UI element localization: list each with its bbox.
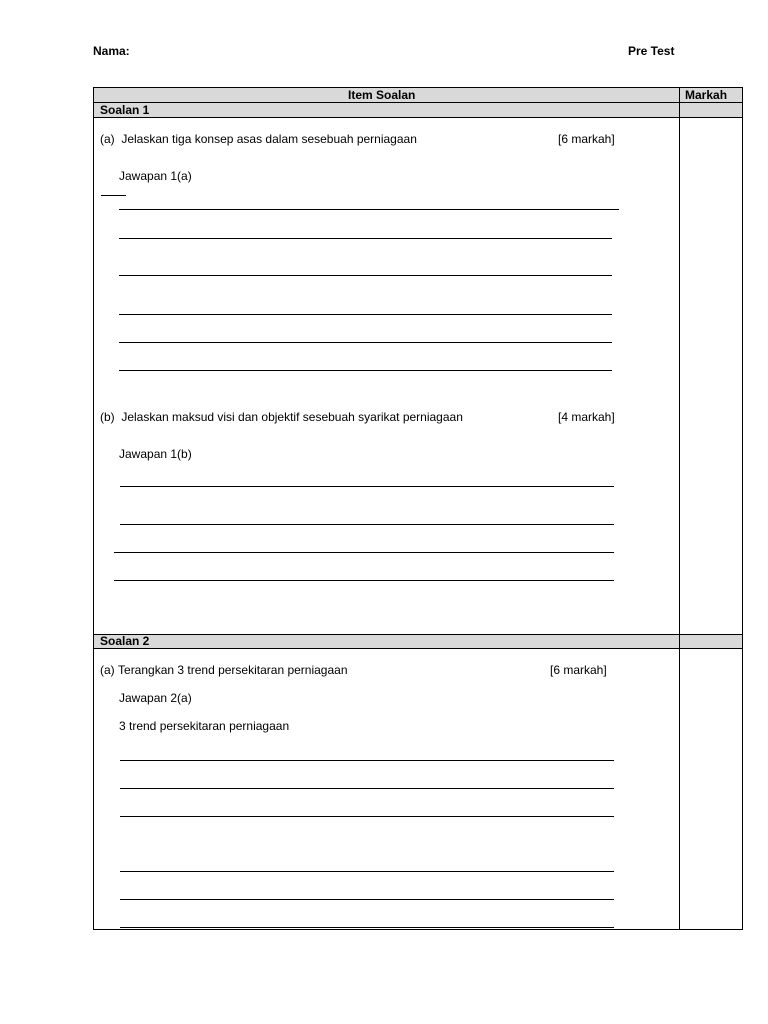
col-item-header: Item Soalan xyxy=(348,88,416,102)
answer-line xyxy=(114,580,614,581)
soalan1b-answer-label: Jawapan 1(b) xyxy=(119,447,192,461)
soalan2a-question xyxy=(100,663,348,677)
soalan2a-answer-label: Jawapan 2(a) xyxy=(119,691,192,705)
answer-line xyxy=(120,524,614,525)
answer-line xyxy=(120,486,614,487)
answer-line xyxy=(114,552,614,553)
soalan2a-text: Terangkan 3 trend persekitaran perniagaan xyxy=(118,663,348,677)
soalan1a-label: (a) xyxy=(100,132,115,146)
answer-line xyxy=(119,370,612,371)
table-header-bg xyxy=(94,88,742,102)
soalan2a-label: (a) xyxy=(100,663,115,677)
soalan1-title-bg xyxy=(94,103,742,117)
soalan1b-mark: [4 markah] xyxy=(558,410,615,424)
answer-line xyxy=(120,899,614,900)
soalan1a-mark: [6 markah] xyxy=(558,132,615,146)
test-type-label: Pre Test xyxy=(628,44,675,58)
answer-line xyxy=(120,760,614,761)
answer-line xyxy=(120,816,614,817)
answer-line xyxy=(101,195,126,196)
answer-line xyxy=(120,788,614,789)
answer-line xyxy=(119,342,612,343)
nama-label: Nama: xyxy=(93,44,130,58)
answer-line xyxy=(120,871,614,872)
answer-line xyxy=(119,209,619,210)
soalan1b-text: Jelaskan maksud visi dan objektif sesebuah syarikat perniagaan xyxy=(121,410,463,424)
answer-line xyxy=(120,927,614,928)
answer-line xyxy=(119,275,612,276)
question-table xyxy=(93,87,743,930)
soalan2a-answer-sub: 3 trend persekitaran perniagaan xyxy=(119,719,290,733)
soalan1a-answer-label: Jawapan 1(a) xyxy=(119,169,192,183)
soalan1-divider xyxy=(94,117,742,118)
soalan2-title: Soalan 2 xyxy=(100,634,150,648)
soalan2-title-bg xyxy=(94,635,742,648)
soalan1b-label: (b) xyxy=(100,410,115,424)
soalan2-divider xyxy=(94,648,742,649)
markah-column-divider xyxy=(679,88,680,929)
col-markah-header: Markah xyxy=(685,88,728,102)
soalan1a-question xyxy=(100,132,417,146)
answer-line xyxy=(119,314,612,315)
soalan1a-text: Jelaskan tiga konsep asas dalam sesebuah perniagaan xyxy=(121,132,417,146)
soalan1b-question xyxy=(100,410,463,424)
answer-line xyxy=(119,238,612,239)
soalan1-title: Soalan 1 xyxy=(100,103,150,117)
soalan2a-mark: [6 markah] xyxy=(550,663,607,677)
